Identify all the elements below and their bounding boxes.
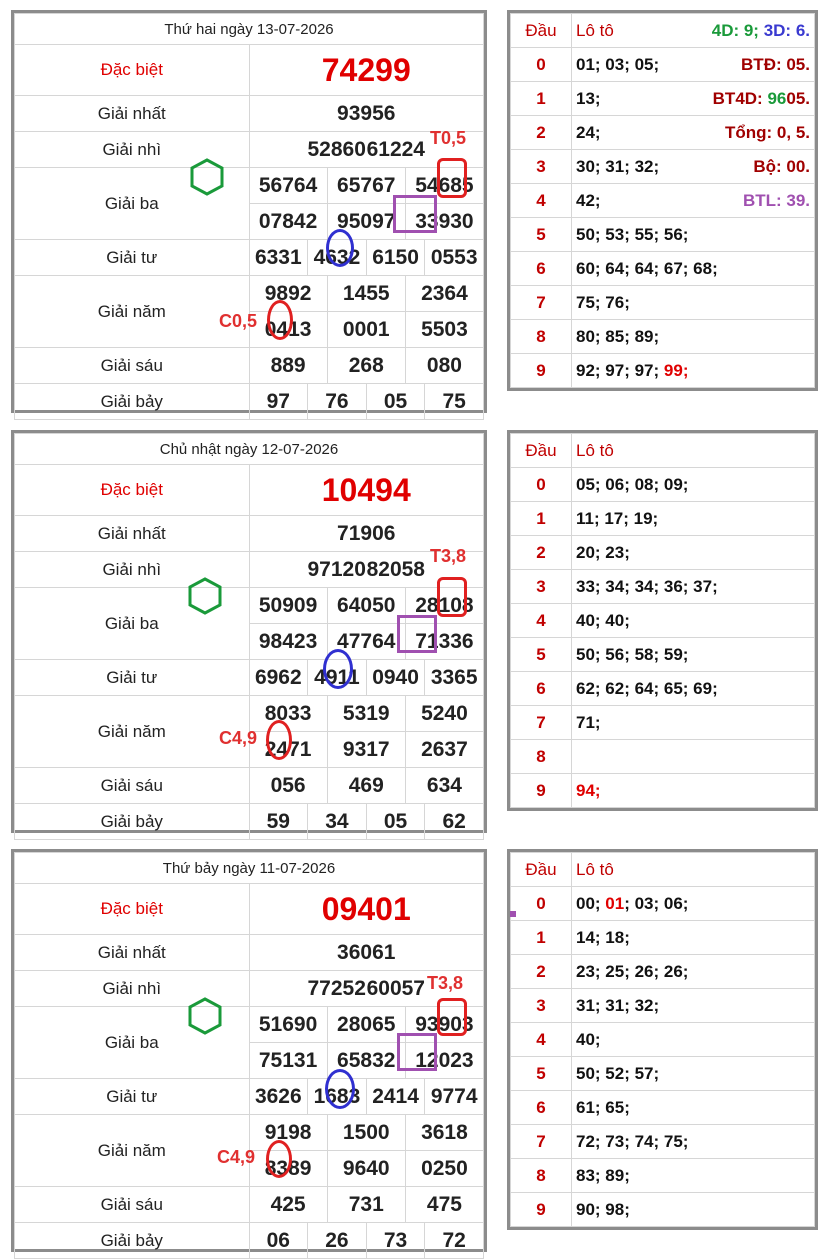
fifth-prize: 1455: [327, 276, 405, 311]
first-prize: 71906: [249, 516, 484, 552]
stat-btd: BTĐ: 05.: [741, 54, 810, 74]
third-prize: 12023: [405, 1043, 483, 1078]
loto-row: 75; 76;: [572, 286, 815, 320]
seventh-prize: 73: [366, 1223, 425, 1258]
stat-bt4d-end: 05.: [786, 88, 810, 108]
loto-row: 60; 64; 64; 67; 68;: [572, 252, 815, 286]
label-giai-ba: Giải ba: [15, 588, 250, 660]
red-box-marker: [437, 577, 467, 617]
special-prize: 09401: [249, 884, 484, 935]
blue-oval-marker: [325, 1069, 355, 1109]
seventh-prize: 59: [266, 809, 290, 833]
fifth-prize: 0001: [327, 312, 405, 347]
label-giai-sau: Giải sáu: [15, 1187, 250, 1223]
fifth-prize: 9317: [327, 732, 405, 767]
label-giai-ba: Giải ba: [15, 1007, 250, 1079]
third-prize: 28108: [405, 588, 483, 623]
annotation-t: T0,5: [430, 128, 467, 148]
loto-highlight: 99;: [663, 360, 689, 380]
sixth-prize: 889: [270, 353, 306, 377]
annotation-c: C4,9: [217, 1147, 256, 1167]
special-prize: 10494: [249, 465, 484, 516]
stat-tong: Tổng: 0, 5.: [725, 122, 810, 142]
label-giai-tu: Giải tư: [15, 660, 250, 696]
third-prize: 50909: [258, 593, 318, 617]
loto-table-3: Đầu Lô tô 0 00; 01; 03; 06; 1 14; 18; 2 23; 25; 26; 26; 3 31; 31; 32; 4 40; 5 50; 52; 57; 6 61; 65; 7 72; 73; 74; 75; 8 83; 89; 9 90; 98;: [507, 849, 818, 1230]
label-giai-bay: Giải bảy: [15, 804, 250, 840]
dau-header: Đầu: [511, 434, 572, 468]
annotation-t: T3,8: [427, 973, 464, 993]
seventh-prize: 05: [366, 384, 425, 419]
third-prize: 47764: [327, 624, 405, 659]
third-prize: 93903: [405, 1007, 483, 1042]
red-box-marker: [437, 998, 467, 1036]
loto-row: 50; 52; 57;: [572, 1057, 815, 1091]
purple-dot-marker: [510, 911, 516, 917]
seventh-prize: 62: [424, 804, 483, 839]
fifth-prize: 5319: [327, 696, 405, 731]
blue-oval-marker: [323, 649, 353, 689]
third-prize: 54685: [405, 168, 483, 203]
third-prize: 75131: [258, 1048, 318, 1072]
fifth-prize: 9198: [264, 1120, 312, 1144]
fifth-prize: 2471: [264, 737, 312, 761]
third-prize: 95097: [327, 204, 405, 239]
third-prize: 33930: [405, 204, 483, 239]
fifth-prize: 9640: [327, 1151, 405, 1186]
fourth-prize: 6962: [254, 665, 302, 689]
third-prize: 28065: [327, 1007, 405, 1042]
loto-row: 42;: [576, 190, 601, 210]
stat-bo: Bộ: 00.: [753, 156, 810, 176]
sixth-prize: 469: [327, 768, 405, 803]
seventh-prize: 75: [424, 384, 483, 419]
label-dac-biet: Đặc biệt: [15, 45, 250, 96]
label-giai-sau: Giải sáu: [15, 348, 250, 384]
second-prize: 52860: [307, 137, 366, 161]
third-prize: 56764: [258, 173, 318, 197]
loto-table-2: Đầu Lô tô 0 05; 06; 08; 09; 1 11; 17; 19; 2 20; 23; 3 33; 34; 34; 36; 37; 4 40; 40; 5 50; 56; 58; 59; 6 62; 62; 64; 65; 69; 7 71; 8 9 94;: [507, 430, 818, 811]
second-prize: 82058: [366, 557, 425, 581]
stat-4d: 4D: 9;: [711, 20, 759, 40]
sixth-prize: 475: [405, 1187, 483, 1222]
label-giai-tu: Giải tư: [15, 1079, 250, 1115]
loto-row: 71;: [572, 706, 815, 740]
loto-highlight: 01: [605, 893, 625, 913]
annotation-c: C0,5: [219, 311, 258, 331]
loto-highlight: 94;: [576, 780, 601, 800]
label-giai-nam: Giải năm: [15, 696, 250, 768]
draw-title: Thứ hai ngày 13-07-2026: [15, 14, 484, 45]
annotation-t: T3,8: [430, 546, 467, 566]
fourth-prize: 1683: [307, 1079, 366, 1114]
red-oval-marker: [266, 720, 292, 760]
sixth-prize: 634: [405, 768, 483, 803]
fourth-prize: 3626: [254, 1084, 302, 1108]
third-prize: 65832: [327, 1043, 405, 1078]
loto-row: 31; 31; 32;: [572, 989, 815, 1023]
seventh-prize: 26: [307, 1223, 366, 1258]
third-prize: 71336: [405, 624, 483, 659]
loto-row: [572, 740, 815, 774]
label-giai-nam: Giải năm: [15, 276, 250, 348]
fourth-prize: 2414: [366, 1079, 425, 1114]
label-giai-nhat: Giải nhất: [15, 96, 250, 132]
second-prize: 77252: [307, 976, 366, 1000]
second-prize: 61224: [366, 137, 425, 161]
green-hexagon-marker: [188, 577, 222, 615]
red-oval-marker: [266, 1140, 292, 1178]
fourth-prize: 4632: [307, 240, 366, 275]
loto-row: 72; 73; 74; 75;: [572, 1125, 815, 1159]
loto-row: 11; 17; 19;: [572, 502, 815, 536]
label-giai-tu: Giải tư: [15, 240, 250, 276]
loto-row: 50; 56; 58; 59;: [572, 638, 815, 672]
fifth-prize: 3618: [405, 1115, 483, 1150]
fourth-prize: 4911: [307, 660, 366, 695]
label-giai-nhi: Giải nhì: [15, 132, 250, 168]
seventh-prize: 06: [266, 1228, 290, 1252]
loto-row: 13;: [576, 88, 601, 108]
green-hexagon-marker: [190, 158, 224, 196]
red-box-marker: [437, 158, 467, 198]
draw-title: Thứ bảy ngày 11-07-2026: [15, 853, 484, 884]
dau-header: Đầu: [511, 14, 572, 48]
fifth-prize: 5240: [405, 696, 483, 731]
sixth-prize: 268: [327, 348, 405, 383]
fifth-prize: 5503: [405, 312, 483, 347]
label-giai-bay: Giải bảy: [15, 1223, 250, 1259]
seventh-prize: 34: [307, 804, 366, 839]
third-prize: 64050: [327, 588, 405, 623]
loto-row: 92; 97; 97;: [576, 360, 660, 380]
loto-row: 20; 23;: [572, 536, 815, 570]
fifth-prize: 0250: [405, 1151, 483, 1186]
third-prize: 98423: [258, 629, 318, 653]
loto-row: 23; 25; 26; 26;: [572, 955, 815, 989]
loto-row: 40;: [572, 1023, 815, 1057]
loto-row: 80; 85; 89;: [572, 320, 815, 354]
stat-bt4d-green: 96: [767, 88, 787, 108]
fifth-prize: 1500: [327, 1115, 405, 1150]
red-oval-marker: [267, 300, 293, 340]
fourth-prize: 9774: [424, 1079, 483, 1114]
green-hexagon-marker: [188, 997, 222, 1035]
loto-header: Lô tô: [572, 853, 815, 887]
fifth-prize: 2637: [405, 732, 483, 767]
seventh-prize: 05: [366, 804, 425, 839]
label-giai-bay: Giải bảy: [15, 384, 250, 420]
label-giai-nhi: Giải nhì: [15, 552, 250, 588]
fifth-prize: 8033: [264, 701, 312, 725]
sixth-prize: 080: [405, 348, 483, 383]
special-prize: 74299: [249, 45, 484, 96]
label-giai-sau: Giải sáu: [15, 768, 250, 804]
label-giai-nhi: Giải nhì: [15, 971, 250, 1007]
seventh-prize: 72: [424, 1223, 483, 1258]
fourth-prize: 0940: [366, 660, 425, 695]
first-prize: 93956: [249, 96, 484, 132]
fourth-prize: 0553: [424, 240, 483, 275]
loto-row: 83; 89;: [572, 1159, 815, 1193]
fourth-prize: 6331: [254, 245, 302, 269]
label-giai-nhat: Giải nhất: [15, 516, 250, 552]
loto-row: 90; 98;: [572, 1193, 815, 1227]
loto-row: 40; 40;: [572, 604, 815, 638]
loto-row: 33; 34; 34; 36; 37;: [572, 570, 815, 604]
label-dac-biet: Đặc biệt: [15, 465, 250, 516]
loto-row: 05; 06; 08; 09;: [572, 468, 815, 502]
sixth-prize: 731: [327, 1187, 405, 1222]
loto-row-rest: ; 03; 06;: [624, 893, 689, 913]
fifth-prize: 2364: [405, 276, 483, 311]
draw-title: Chủ nhật ngày 12-07-2026: [15, 434, 484, 465]
first-prize: 36061: [249, 935, 484, 971]
label-dac-biet: Đặc biệt: [15, 884, 250, 935]
fifth-prize: 0413: [264, 317, 312, 341]
loto-row: 00;: [576, 893, 606, 913]
annotation-c: C4,9: [219, 728, 258, 748]
dau-header: Đầu: [511, 853, 572, 887]
fifth-prize: 8389: [264, 1156, 312, 1180]
second-prize: 60057: [366, 976, 425, 1000]
fifth-prize: 9892: [264, 281, 312, 305]
label-giai-nam: Giải năm: [15, 1115, 250, 1187]
loto-row: 50; 53; 55; 56;: [572, 218, 815, 252]
loto-header: Lô tô: [576, 20, 614, 40]
loto-row: 61; 65;: [572, 1091, 815, 1125]
third-prize: 65767: [327, 168, 405, 203]
third-prize: 07842: [258, 209, 318, 233]
stat-bt4d: BT4D:: [712, 88, 768, 108]
blue-oval-marker: [326, 229, 354, 267]
seventh-prize: 76: [307, 384, 366, 419]
seventh-prize: 97: [266, 389, 290, 413]
fourth-prize: 3365: [424, 660, 483, 695]
stat-btl: BTL: 39.: [742, 190, 810, 210]
second-prize: 97120: [307, 557, 366, 581]
label-giai-ba: Giải ba: [15, 168, 250, 240]
loto-row: 62; 62; 64; 65; 69;: [572, 672, 815, 706]
loto-row: 30; 31; 32;: [576, 156, 660, 176]
fourth-prize: 6150: [366, 240, 425, 275]
purple-box-marker: [397, 1033, 437, 1071]
loto-row: 24;: [576, 122, 601, 142]
sixth-prize: 056: [270, 773, 306, 797]
loto-row: 01; 03; 05;: [576, 54, 660, 74]
loto-row: 14; 18;: [572, 921, 815, 955]
sixth-prize: 425: [270, 1192, 306, 1216]
loto-table-1: Đầu Lô tô 4D: 9; 3D: 6. 0 01; 03; 05; BTĐ: 05. 1 13; BT4D: 9605. 2 24; Tổng: 0, 5. 3 30; 31; 32; Bộ: 00. 4 42; BTL: 39. 5 50; 53; 55; 56; 6 60; 64; 64; 67; 68; 7 75; 76; 8 80; 85; 89; 9 92; 97; 97; 99;: [507, 10, 818, 391]
label-giai-nhat: Giải nhất: [15, 935, 250, 971]
purple-box-marker: [393, 195, 437, 233]
purple-box-marker: [397, 615, 437, 653]
third-prize: 51690: [258, 1012, 318, 1036]
loto-header: Lô tô: [572, 434, 815, 468]
stat-3d: 3D: 6.: [763, 20, 810, 40]
